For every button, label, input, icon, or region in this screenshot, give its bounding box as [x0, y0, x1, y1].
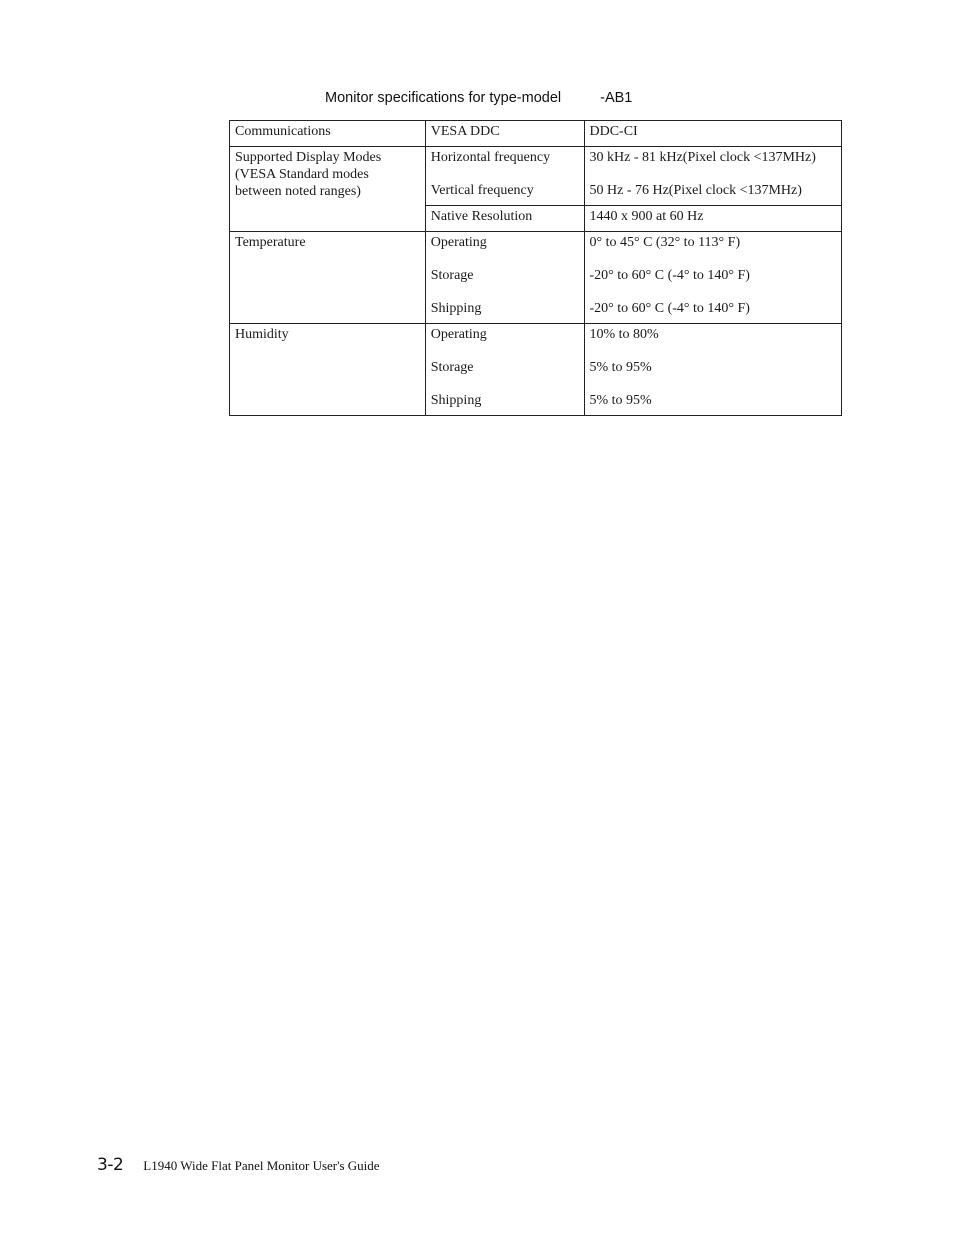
humidity-storage-value: 5% to 95% — [589, 360, 652, 375]
table-caption — [325, 90, 632, 106]
humidity-operating-label: Operating — [430, 327, 487, 342]
cell-humidity-label: Humidity — [230, 324, 426, 416]
guide-title: L1940 Wide Flat Panel Monitor User's Guide — [143, 1158, 380, 1173]
humidity-storage-label: Storage — [430, 360, 474, 375]
horizontal-frequency-value: 30 kHz - 81 kHz(Pixel clock <137MHz) — [589, 150, 816, 165]
cell-native-resolution-label: Native Resolution — [425, 206, 584, 232]
temperature-shipping-label: Shipping — [430, 301, 482, 316]
humidity-shipping-label: Shipping — [430, 393, 482, 408]
temperature-operating-label: Operating — [430, 235, 487, 250]
table-row — [230, 147, 842, 206]
cell-temperature-label: Temperature — [230, 232, 426, 324]
cell-display-modes-label — [230, 147, 426, 232]
temperature-shipping-value: -20° to 60° C (-4° to 140° F) — [589, 301, 750, 316]
table-row — [230, 121, 842, 147]
vertical-frequency-value: 50 Hz - 76 Hz(Pixel clock <137MHz) — [589, 183, 802, 198]
display-modes-label-line: between noted ranges) — [235, 184, 361, 199]
horizontal-frequency-label: Horizontal frequency — [430, 150, 551, 165]
page-footer — [97, 1155, 380, 1175]
cell-communications-item: VESA DDC — [425, 121, 584, 147]
cell-humidity-values — [584, 324, 842, 416]
cell-display-modes-values — [584, 147, 842, 206]
cell-humidity-items — [425, 324, 584, 416]
page-number: 3-2 — [97, 1155, 124, 1175]
spec-table — [229, 120, 842, 416]
caption-prefix: Monitor specifications for type-model — [325, 90, 562, 106]
cell-temperature-items — [425, 232, 584, 324]
cell-display-modes-items — [425, 147, 584, 206]
table-row — [230, 324, 842, 416]
cell-native-resolution-value: 1440 x 900 at 60 Hz — [584, 206, 842, 232]
vertical-frequency-label: Vertical frequency — [430, 183, 534, 198]
temperature-storage-label: Storage — [430, 268, 474, 283]
humidity-shipping-value: 5% to 95% — [589, 393, 652, 408]
temperature-operating-value: 0° to 45° C (32° to 113° F) — [589, 235, 741, 250]
table-row — [230, 232, 842, 324]
cell-temperature-values — [584, 232, 842, 324]
humidity-operating-value: 10% to 80% — [589, 327, 659, 342]
cell-communications-value: DDC-CI — [584, 121, 842, 147]
caption-model: -AB1 — [600, 90, 633, 106]
display-modes-label-line: (VESA Standard modes — [235, 167, 369, 182]
temperature-storage-value: -20° to 60° C (-4° to 140° F) — [589, 268, 750, 283]
display-modes-label-line: Supported Display Modes — [235, 150, 382, 165]
cell-communications-label: Communications — [230, 121, 426, 147]
